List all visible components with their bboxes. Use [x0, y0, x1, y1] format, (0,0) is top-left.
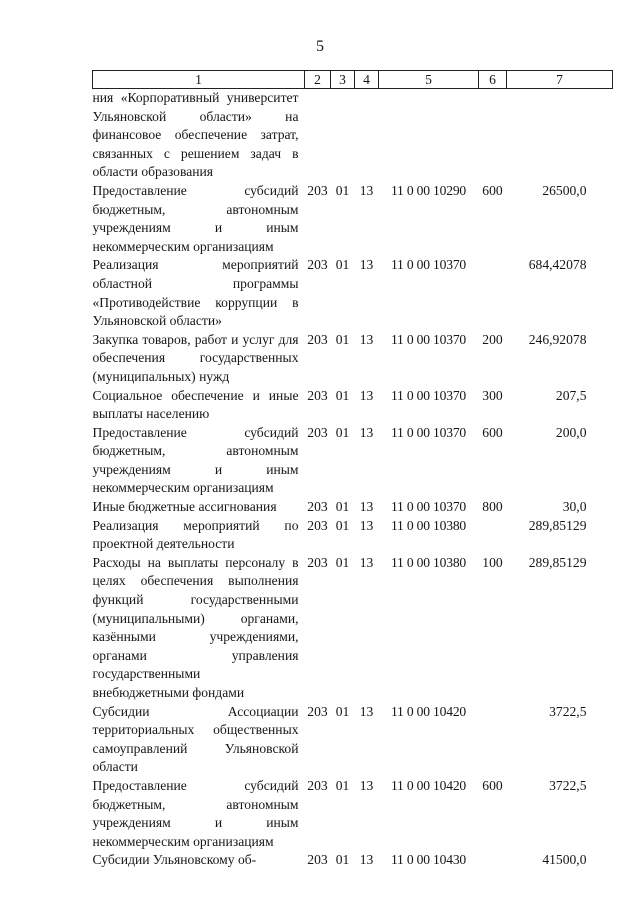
row-expense-type	[479, 851, 507, 870]
row-section-code: 01	[335, 517, 350, 533]
row-subsection-code: 13	[359, 182, 374, 198]
row-amount: 200,0	[555, 424, 587, 440]
row-section-code: 01	[335, 182, 350, 198]
row-ministry-code: 203	[307, 387, 328, 403]
row-description: Социальное обеспечение и иные выплаты населению	[92, 387, 299, 422]
table-row	[93, 851, 613, 870]
table-row	[93, 517, 613, 554]
budget-table	[92, 70, 613, 870]
table-row	[93, 331, 613, 387]
row-subsection-code: 13	[359, 777, 374, 793]
row-ministry-code: 203	[307, 703, 328, 719]
row-section-code: 01	[335, 387, 350, 403]
row-expense-type: 300	[482, 387, 503, 403]
row-description: Закупка товаров, работ и услуг для обеспечения государственных (муниципальных) нужд	[92, 331, 299, 384]
header-col-7: 7	[507, 71, 613, 89]
row-target-article: 11 0 00 10370	[390, 387, 467, 403]
header-col-2: 2	[305, 71, 331, 89]
row-ministry-code: 203	[307, 777, 328, 793]
row-description: Иные бюджетные ассигнования	[92, 499, 277, 515]
row-subsection-code: 13	[359, 387, 374, 403]
row-target-article: 11 0 00 10370	[390, 424, 467, 440]
row-ministry-code: 203	[307, 852, 328, 868]
row-expense-type: 200	[482, 331, 503, 347]
row-subsection-code	[355, 89, 379, 182]
row-amount: 41500,0	[542, 852, 587, 868]
table-body	[93, 89, 613, 870]
row-section-code	[331, 89, 355, 182]
table-row	[93, 498, 613, 517]
row-target-article: 11 0 00 10380	[390, 517, 467, 533]
row-ministry-code: 203	[307, 182, 328, 198]
row-subsection-code: 13	[359, 554, 374, 570]
table-row	[93, 777, 613, 851]
row-expense-type: 600	[482, 182, 503, 198]
row-target-article: 11 0 00 10430	[390, 852, 467, 868]
row-ministry-code: 203	[307, 257, 328, 273]
row-subsection-code: 13	[359, 424, 374, 440]
row-section-code: 01	[335, 777, 350, 793]
table-row	[93, 256, 613, 330]
row-amount: 289,85129	[528, 554, 587, 570]
row-expense-type: 600	[482, 777, 503, 793]
row-subsection-code: 13	[359, 331, 374, 347]
header-col-5: 5	[379, 71, 479, 89]
row-description: ния «Корпоративный университет Ульяновской области» на финансовое обеспечение затрат, связанных с решением задач в области образования	[92, 90, 299, 180]
row-subsection-code: 13	[359, 517, 374, 533]
row-amount: 684,42078	[528, 257, 587, 273]
row-description: Субсидии Ассоциации территориальных общественных самоуправлений Ульяновской области	[92, 703, 299, 775]
table-row	[93, 89, 613, 182]
header-col-3: 3	[331, 71, 355, 89]
row-description: Предоставление субсидий бюджетным, автономным учреждениям и иным некоммерческим организациям	[92, 424, 299, 496]
row-section-code: 01	[335, 852, 350, 868]
row-description: Субсидии Ульяновскому об-	[92, 852, 257, 868]
row-target-article: 11 0 00 10370	[390, 257, 467, 273]
row-section-code: 01	[335, 331, 350, 347]
table-row	[93, 424, 613, 498]
table-row	[93, 182, 613, 256]
row-target-article: 11 0 00 10380	[390, 554, 467, 570]
row-expense-type	[479, 256, 507, 330]
row-expense-type: 800	[482, 499, 503, 515]
row-target-article: 11 0 00 10370	[390, 331, 467, 347]
row-amount: 26500,0	[542, 182, 587, 198]
row-description: Предоставление субсидий бюджетным, автономным учреждениям и иным некоммерческим организациям	[92, 777, 299, 849]
row-subsection-code: 13	[359, 852, 374, 868]
header-col-4: 4	[355, 71, 379, 89]
row-amount	[507, 89, 613, 182]
row-subsection-code: 13	[359, 499, 374, 515]
row-section-code: 01	[335, 554, 350, 570]
row-target-article	[379, 89, 479, 182]
row-ministry-code: 203	[307, 424, 328, 440]
row-amount: 30,0	[562, 499, 587, 515]
row-description: Реализация мероприятий областной программы «Противодействие коррупции в Ульяновской области»	[92, 257, 299, 329]
row-ministry-code	[305, 89, 331, 182]
row-target-article: 11 0 00 10420	[390, 703, 467, 719]
row-expense-type	[479, 89, 507, 182]
row-ministry-code: 203	[307, 331, 328, 347]
row-section-code: 01	[335, 703, 350, 719]
row-amount: 3722,5	[549, 777, 587, 793]
row-amount: 207,5	[555, 387, 587, 403]
row-expense-type: 100	[482, 554, 503, 570]
row-ministry-code: 203	[307, 517, 328, 533]
header-col-1: 1	[93, 71, 305, 89]
row-target-article: 11 0 00 10420	[390, 777, 467, 793]
header-row	[93, 71, 613, 89]
row-description: Реализация мероприятий по проектной деятельности	[92, 517, 299, 552]
page-number: 5	[316, 38, 324, 55]
row-section-code: 01	[335, 424, 350, 440]
row-amount: 289,85129	[528, 517, 587, 533]
table-row	[93, 554, 613, 703]
row-section-code: 01	[335, 499, 350, 515]
row-expense-type	[479, 703, 507, 777]
table-row	[93, 703, 613, 777]
row-subsection-code: 13	[359, 703, 374, 719]
table-row	[93, 387, 613, 424]
row-expense-type: 600	[482, 424, 503, 440]
row-ministry-code: 203	[307, 554, 328, 570]
row-target-article: 11 0 00 10290	[390, 182, 467, 198]
row-description: Расходы на выплаты персоналу в целях обеспечения выполнения функций государственными (муниципальными) органами, казёнными учреждениями, органами управления государственными внебюджетными фондами	[92, 554, 299, 700]
row-ministry-code: 203	[307, 499, 328, 515]
row-subsection-code: 13	[359, 257, 374, 273]
row-amount: 3722,5	[549, 703, 587, 719]
row-amount: 246,92078	[528, 331, 587, 347]
row-description: Предоставление субсидий бюджетным, автономным учреждениям и иным некоммерческим организациям	[92, 182, 299, 254]
row-expense-type	[479, 517, 507, 554]
row-section-code: 01	[335, 257, 350, 273]
header-col-6: 6	[479, 71, 507, 89]
row-target-article: 11 0 00 10370	[390, 499, 467, 515]
